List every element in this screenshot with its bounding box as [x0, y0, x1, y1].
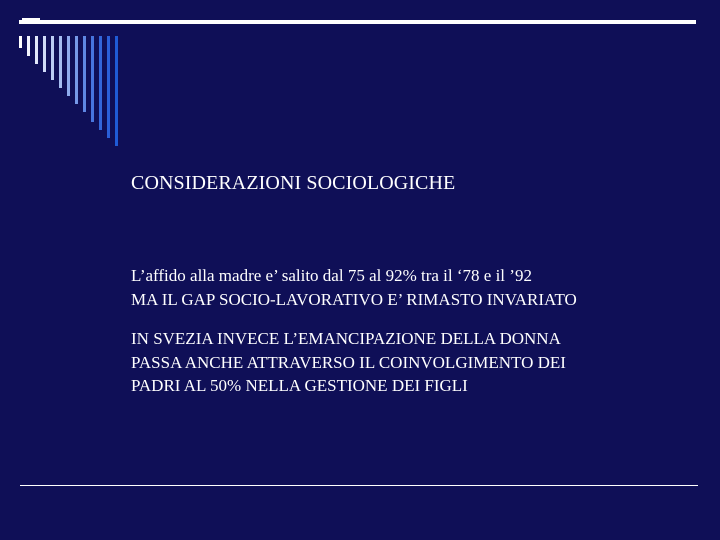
decorative-bar [27, 36, 30, 56]
slide-title: CONSIDERAZIONI SOCIOLOGICHE [131, 172, 456, 194]
paragraph-sweden [131, 327, 577, 398]
text-line: IN SVEZIA INVECE L’EMANCIPAZIONE DELLA DONNA [131, 329, 561, 348]
decorative-bar [75, 36, 78, 104]
bottom-rule [20, 485, 698, 486]
decorative-bar [19, 36, 22, 48]
decorative-bar [35, 36, 38, 64]
decorative-bar [91, 36, 94, 122]
text-line: L’affido alla madre e’ salito dal 75 al 92% tra il ‘78 e il ’92 [131, 266, 532, 285]
decorative-bar [51, 36, 54, 80]
decorative-bar [59, 36, 62, 88]
decorative-bar [67, 36, 70, 96]
decorative-bar [43, 36, 46, 72]
paragraph-custody [131, 264, 577, 311]
text-line: PASSA ANCHE ATTRAVERSO IL COINVOLGIMENTO DEI [131, 352, 566, 372]
top-rule [19, 20, 696, 24]
text-line: MA IL GAP SOCIO-LAVORATIVO E’ RIMASTO INVARIATO [131, 289, 577, 309]
slide-body [131, 264, 577, 398]
decorative-bar [107, 36, 110, 138]
text-line: PADRI AL 50% NELLA GESTIONE DEI FIGLI [131, 376, 468, 395]
decorative-bar [99, 36, 102, 130]
decorative-bar [83, 36, 86, 112]
decorative-bar [115, 36, 118, 146]
